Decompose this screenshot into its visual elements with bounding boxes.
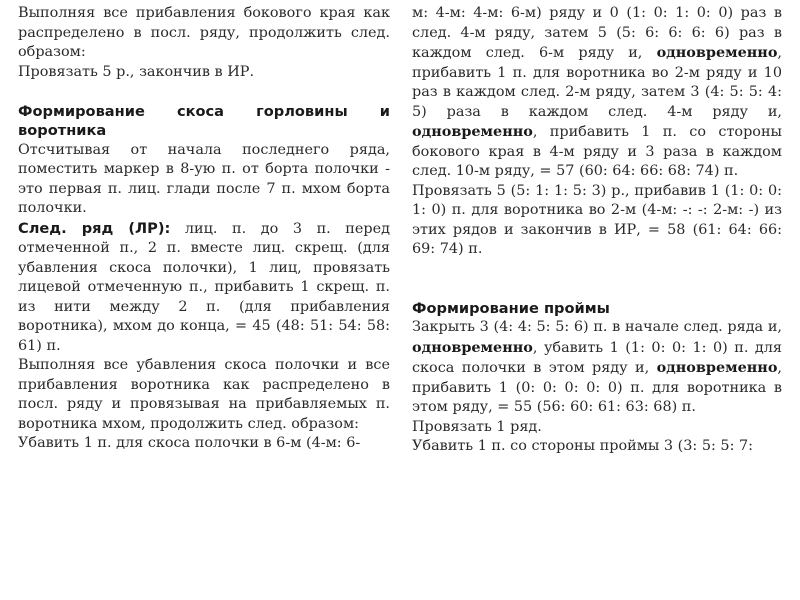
text-run: м: 4-м: 4-м: 6-м) ряду и 0 (1: 0: 1: 0: 0) раз в след. 4-м ряду, затем 5 (5: 6: 6: 6: 6) раз в каждом след. 6-м ряду и, [412,5,782,61]
paragraph-place-marker: Отсчитывая от начала последнего ряда, поместить маркер в 8-ую п. от борта полочки - это первая п. лиц. глади после 7 п. мхом борта полочки. [18,141,390,216]
next-row-label: След. ряд (ЛР): [18,219,171,237]
emphasis-simultaneously: одновременно [412,123,533,140]
paragraph-work-5-rows: Провязать 5 р., закончив в ИР. [18,63,255,80]
heading-armhole: Формирование проймы [412,299,610,317]
paragraph-decrease-start: Убавить 1 п. для скоса полочки в 6-м (4-м: 6- [18,435,361,451]
emphasis-simultaneously: одновременно [412,338,533,356]
text-run: , прибавить 1 п. для воротника во 2-м ряду и 10 раз в каждом след. 2-м ряду, затем 3 (4: 5: 5: 4: 5) раза в каждом след. 4-м ряду и, [412,45,782,120]
right-column [412,4,782,457]
text-run: Закрыть 3 (4: 4: 5: 5: 6) п. в начале след. ряда и, [412,319,782,335]
paragraph-work-rows-increasing: Провязать 5 (5: 1: 1: 5: 3) р., прибавив 1 (1: 0: 0: 1: 0) п. для воротника во 2-м (4-м: -: -: 2-м: -) из этих рядов и закончив в ИР, = 58 (61: 64: 66: 69: 74) п. [412,182,782,257]
spacer [18,82,390,102]
text-run: , прибавить 1 (0: 0: 0: 0: 0) п. для воротника в этом ряду, = 55 (56: 60: 61: 63: 68) п. [412,360,782,415]
emphasis-simultaneously: одновременно [656,359,778,376]
text-run: , убавить 1 (1: 0: 0: 1: 0) п. для скоса полочки в этом ряду и, [412,339,782,376]
paragraph-continue-decreases: Выполняя все убавления скоса полочки и все прибавления воротника как распределено в посл. ряду и провязывая на прибавляемых п. воротника мхом, продолжить след. образом: [18,357,390,432]
paragraph-next-row-rs [18,219,390,357]
paragraph-decrease-continued [412,4,782,182]
paragraph-work-1-row: Провязать 1 ряд. [412,418,542,435]
paragraph-bind-off-armhole [412,318,782,418]
spacer [412,260,782,280]
heading-neckline-collar: Формирование скоса горловины и воротника [18,102,390,139]
spacer [412,279,782,299]
text-run: , прибавить 1 п. со стороны бокового края в 4-м ряду и 3 раза в каждом след. 10-м ряду, = 57 (60: 64: 66: 68: 74) п. [412,124,782,179]
left-column [18,4,390,454]
next-row-text: лиц. п. до 3 п. перед отмеченной п., 2 п. вместе лиц. скрещ. (для убавления скоса полочки), 1 лиц, провязать лицевой отмеченную п., прибавить 1 скрещ. п. из нити между 2 п. (для прибавления воротника), мхом до конца, = 45 (48: 51: 54: 58: 61) п. [18,220,390,354]
paragraph-continue-side-increases: Выполняя все прибавления бокового края как распределено в посл. ряду, продолжить след. образом: [18,5,390,60]
paragraph-armhole-decrease-start: Убавить 1 п. со стороны проймы 3 (3: 5: 5: 7: [412,438,754,454]
emphasis-simultaneously: одновременно [656,44,778,61]
